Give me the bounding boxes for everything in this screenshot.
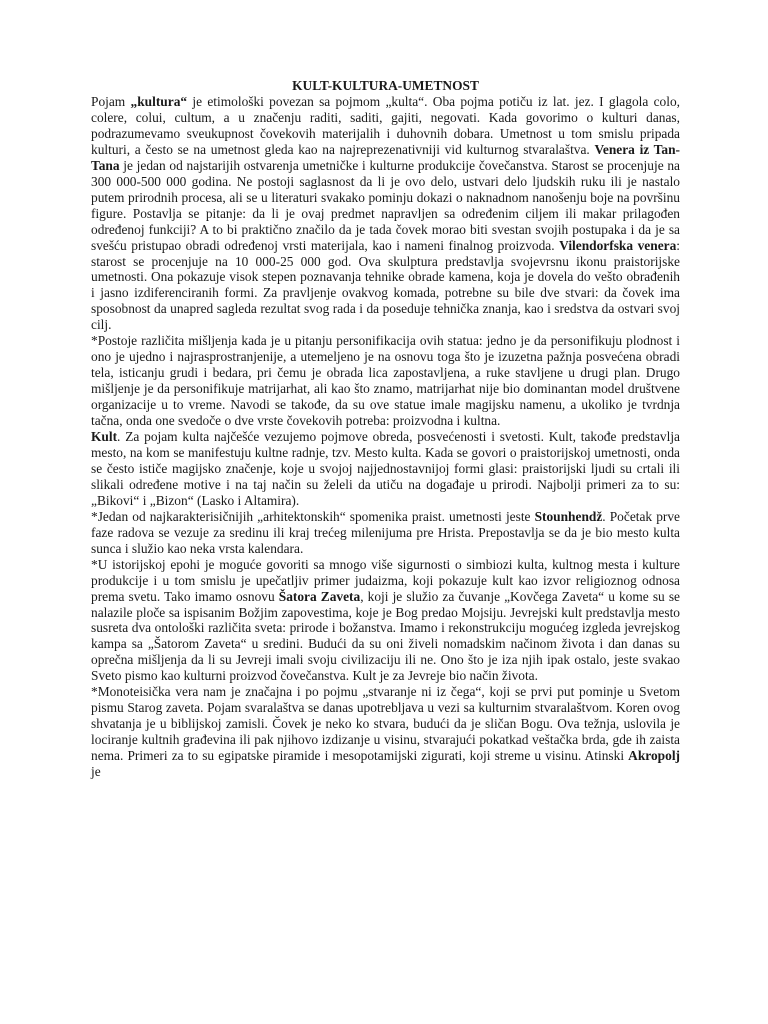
text-run: je [91,764,101,780]
text-run: *Postoje različita mišljenja kada je u pitanju personifikacija ovih statua: jedno je da personifikuju plodnost i ono je ujedno i najrasprostranjenije, a utemeljeno je na osnovu toga što je izuzetna pažnja posvećena obradi tela, isticanju grudi i bedara, pri čemu je obrada lica zapostavljena, a ruke stavljene u drugi plan. Drugo mišljenje je da personifikuje matrijarhat, ali kao što znamo, matrijarhat nije bio dominantan model društvene organizacije u to vreme. Navodi se takođe, da su ove statue imale magijsku namenu, a ukoliko je tvrdnja tačna, onda one svedoče o dve vrste čovekovih potreba: proizvodna i kultna. [91,333,680,429]
bold-term: Kult [91,429,118,445]
paragraph [91,557,680,685]
bold-term: Venera iz Tan-Tana [91,141,680,173]
text-run: Pojam [91,94,131,109]
text-run: je etimološki povezan sa pojmom „kulta“. Oba pojma potiču iz lat. jez. I glagola colo, colere, colui, cultum, a u značenju raditi, saditi, gajiti, negovati. Kada govorimo o kulturi danas, podrazumevamo sveukupnost čovekovih materijalih i duhovnih dobara. Umetnost u tom smislu pripada kulturi, a često se na umetnost gleda kao na najreprezenativniji vid kulturnog stvaralaštva. [91,94,681,157]
text-run: : starost se procenjuje na 10 000-25 000 god. Ova skulptura predstavlja svojevrsnu ikonu praistorijske umetnosti. Ona pokazuje visok stepen poznavanja tehnike obrade kamena, koja je dovela do vešto obrađenih i jasno izdiferenciranih formi. Za pravljenje ovakvog komada, potrebne su bile dve stvari: da čovek ima sposobnost da unapred sagleda rezultat svog rada i da poseduje tehnička znanja, kao i sredstva da ostvari svoj cilj. [91,237,681,333]
bold-term: Vilendorfska venera [559,237,677,253]
bold-term: Akropolj [628,748,680,764]
paragraph [91,509,680,557]
paragraph [91,333,680,429]
document-page [91,78,680,780]
text-run: *Monoteisička vera nam je značajna i po pojmu „stvaranje ni iz čega“, koji se prvi put pominje u Svetom pismu Starog zaveta. Pojam svaralaštva se danas upotrebljava u vezi sa kulturnim stvaralaštvom. Koren ovog shvatanja je u biblijskoj zamisli. Čovek je neko ko stvara, budući da je sličan Bogu. Ova težnja, uslovila je lociranje kultnih građevina ili pak njihovo izdizanje u visinu, stvarajući pokatkad veštačka brda, gde ih zaista nema. Primeri za to su egipatske piramide i mesopotamijski zigurati, koji streme u visinu. Atinski [91,684,680,764]
paragraph [91,94,680,333]
text-run: *Jedan od najkarakterisičnijih „arhitektonskih“ spomenika praist. umetnosti jeste [91,508,535,524]
text-run: , koji je služio za čuvanje „Kovčega Zaveta“ u kome su se nalazile ploče sa ispisanim Božjim zapovestima, koje je Bog predao Mojsiju. Jevrejski kult predstavlja mesto susreta dva ontološki različita sveta: prirode i božanstva. Imamo i rekonstrukciju mogućeg izgleda jevrejskog kampa sa „Šatorom Zaveta“ u sredini. Budući da su oni živeli nomadskim načinom života i dan danas su oprečna mišljenja da li su Jevreji imali svoju civilizaciju ili ne. Ono što je iza njih ipak ostalo, jeste svakao Sveto pismo kao kulturni proizvod čovečanstva. Kult je za Jevreje bio način života. [91,588,680,684]
document-body [91,94,680,780]
text-run: . Za pojam kulta najčešće vezujemo pojmove obreda, posvećenosti i svetosti. Kult, takođe predstavlja mesto, na kom se manifestuju kultne radnje, tzv. Mesto kulta. Kada se govori o praistorijskoj umetnosti, onda se često ističe magijsko značenje, koje u svojoj najjednostavnijoj formi glasi: praistorijski ljudi su crtali ili slikali određene motive i na taj način su želeli da utiču na događaje u prirodi. Najbolji primeri za to su: „Bikovi“ i „Bizon“ (Lasko i Altamira). [91,429,680,508]
page-title: KULT-KULTURA-UMETNOST [292,78,479,93]
text-run: *U istorijskoj epohi je moguće govoriti sa mnogo više sigurnosti o simbiozi kulta, kultnog mesta i kulture produkcije i u tom smislu je upečatljiv primer judaizma, koji pokazuje kult kao izvor religioznog odnosa prema svetu. Tako imamo osnovu [91,556,680,604]
bold-term: Šatora Zaveta [278,588,361,604]
text-run: . Početak prve faze radova se vezuje za sredinu ili kraj trećeg milenijuma pre Hrista. Prepostavlja se da je bio mesto kulta sunca i služio kao neka vrsta kalendara. [91,508,680,556]
text-run: je jedan od najstarijih ostvarenja umetničke i kulturne produkcije čovečanstva. Starost se procenjuje na 300 000-500 000 godina. Ne postoji saglasnost da li je ovo delo, ustvari delo ljudskih ruku ili je nastalo putem prirodnih procesa, ali se u literaturi svakako pominju dokazi o naknadnom nanošenju boje na površinu figure. Postavlja se pitanje: da li je ovaj predmet napravljen sa određenim ciljem ili makar prilagođen određenoj funkciji? A to bi praktično značilo da je tada čovek morao biti svestan svojih postupaka i da je sa svešću pristupao obradi određenoj vrsti materijala, kao i nameni finalnog proizvoda. [91,157,680,253]
bold-term: „kultura“ [130,94,188,109]
paragraph [91,429,680,509]
bold-term: Stounhendž [534,508,603,524]
paragraph [91,684,680,780]
